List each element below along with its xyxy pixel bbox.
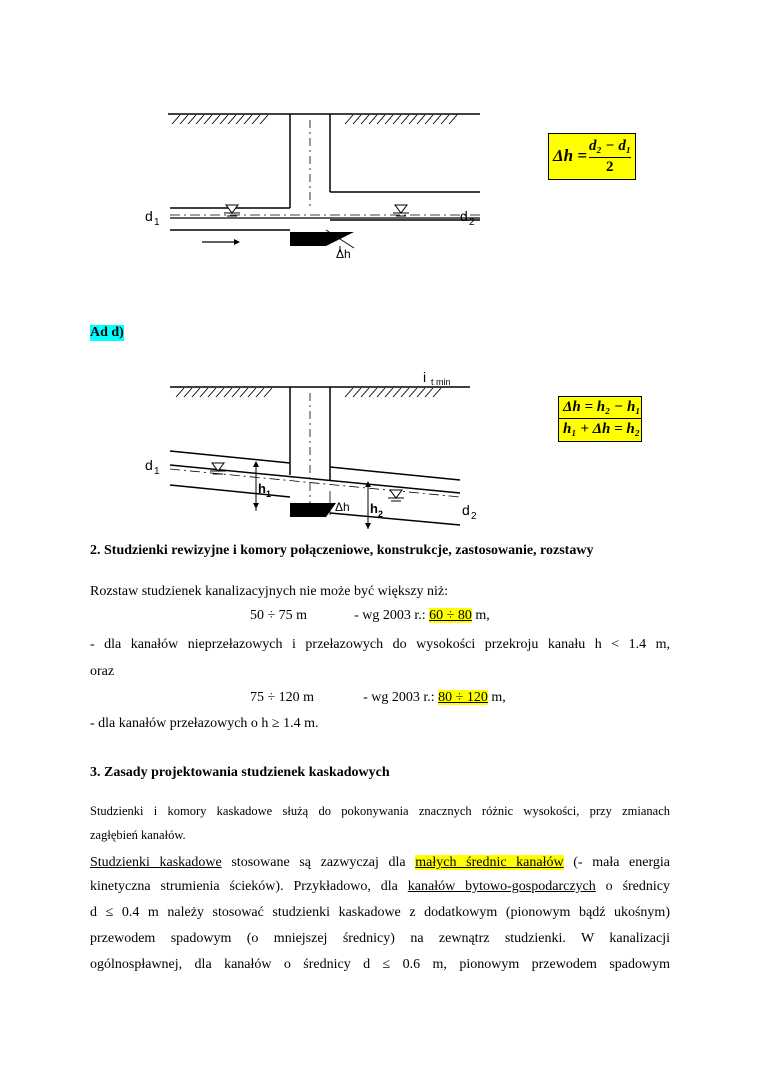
fig2-label-h2: h bbox=[370, 501, 378, 516]
formula-delta-h-2 bbox=[558, 396, 642, 442]
formula-delta-h-1 bbox=[548, 133, 636, 180]
term-male-srednice: małych średnic kanałów bbox=[415, 855, 564, 870]
figure-1-diagram bbox=[140, 100, 500, 270]
fig2-label-h1-sub: 1 bbox=[266, 489, 272, 499]
spacing-row-1-new: 60 ÷ 80 bbox=[429, 608, 472, 623]
figure-2-diagram bbox=[140, 365, 490, 535]
spacing-note-b: - dla kanałów przełazowych o h ≥ 1.4 m. bbox=[90, 716, 319, 731]
spacing-row-1-unit: m, bbox=[471, 608, 490, 623]
fig2-label-d1-sub: 1 bbox=[154, 466, 160, 477]
section-3-p2-line2 bbox=[90, 875, 670, 899]
section-2-heading: 2. Studzienki rewizyjne i komory połączeniowe, konstrukcje, zastosowanie, rozstawy bbox=[90, 543, 594, 558]
fig2-label-h1: h bbox=[258, 481, 266, 496]
formula-2-line1: Δh = h₂ − h₁ bbox=[563, 399, 641, 415]
formula-1-fraction-bar bbox=[589, 157, 631, 158]
section-2-oraz: oraz bbox=[90, 664, 115, 679]
fig2-label-delta-h: Δh bbox=[335, 500, 350, 514]
formula-2-line2: h₁ + Δh = h₂ bbox=[563, 421, 640, 437]
formula-1-lhs: Δh = bbox=[553, 146, 588, 165]
fig1-label-d2-sub: 2 bbox=[469, 217, 475, 228]
p2-text-d: (- mała energia bbox=[563, 855, 671, 870]
section-3-p2-line4: przewodem spadowym (o mniejszej średnicy) na zewnątrz studzienki. W kanalizacji bbox=[90, 931, 670, 946]
p2-text-b: stosowane są zazwyczaj dla bbox=[221, 855, 416, 870]
p2-line2-c: o średnicy bbox=[595, 879, 670, 894]
section-3-p2-line1 bbox=[90, 851, 670, 875]
spacing-row-1 bbox=[250, 608, 490, 624]
fig2-label-d2: d bbox=[462, 502, 470, 518]
fig1-label-d2: d bbox=[460, 208, 468, 224]
formula-2-divider bbox=[559, 418, 641, 419]
term-studzienki-kaskadowe: Studzienki kaskadowe bbox=[90, 855, 222, 870]
fig2-label-i: i bbox=[423, 369, 427, 385]
fig1-label-d1: d bbox=[145, 208, 153, 224]
spacing-row-1-ref: - wg 2003 r.: bbox=[354, 608, 430, 623]
section-3-heading: 3. Zasady projektowania studzienek kaskadowych bbox=[90, 765, 390, 780]
section-3-p2-line5: ogólnospławnej, dla kanałów o średnicy d ≤ 0.6 m, pionowym przewodem spadowym bbox=[90, 957, 670, 972]
term-kanaly-bytowo: kanałów bytowo-gospodarczych bbox=[407, 879, 596, 894]
section-3-p1-line2: zagłębień kanałów. bbox=[90, 828, 186, 842]
formula-1-denominator: 2 bbox=[606, 159, 614, 175]
spacing-row-1-range: 50 ÷ 75 m bbox=[250, 608, 308, 623]
spacing-note-a: - dla kanałów nieprzełazowych i przełazowych do wysokości przekroju kanału h < 1.4 m, bbox=[90, 637, 670, 652]
section-3-p2-line3: d ≤ 0.4 m należy stosować studzienki kaskadowe z dodatkowym (pionowym bądź ukośnym) bbox=[90, 905, 670, 920]
spacing-row-2-ref: - wg 2003 r.: bbox=[363, 690, 439, 705]
fig2-label-d2-sub: 2 bbox=[471, 511, 477, 522]
spacing-row-2-new: 80 ÷ 120 bbox=[438, 690, 488, 705]
fig2-label-h2-sub: 2 bbox=[378, 509, 384, 519]
fig2-label-d1: d bbox=[145, 457, 153, 473]
fig1-label-d1-sub: 1 bbox=[154, 217, 160, 228]
fig2-label-i-sub: t min bbox=[431, 377, 451, 387]
ad-d-label: Ad d) bbox=[90, 325, 124, 340]
section-3-p1-line1: Studzienki i komory kaskadowe służą do pokonywania znacznych różnic wysokości, przy zmianach bbox=[90, 804, 670, 818]
spacing-row-2 bbox=[250, 690, 506, 706]
p2-line2-a: kinetyczna strumienia ścieków). Przykładowo, dla bbox=[90, 879, 408, 894]
formula-1-numerator: d₂ − d₁ bbox=[589, 138, 632, 154]
fig1-label-delta-h: Δh bbox=[336, 247, 351, 261]
spacing-row-2-unit: m, bbox=[487, 690, 506, 705]
spacing-row-2-range: 75 ÷ 120 m bbox=[250, 690, 315, 705]
section-2-intro: Rozstaw studzienek kanalizacyjnych nie może być większy niż: bbox=[90, 584, 449, 599]
